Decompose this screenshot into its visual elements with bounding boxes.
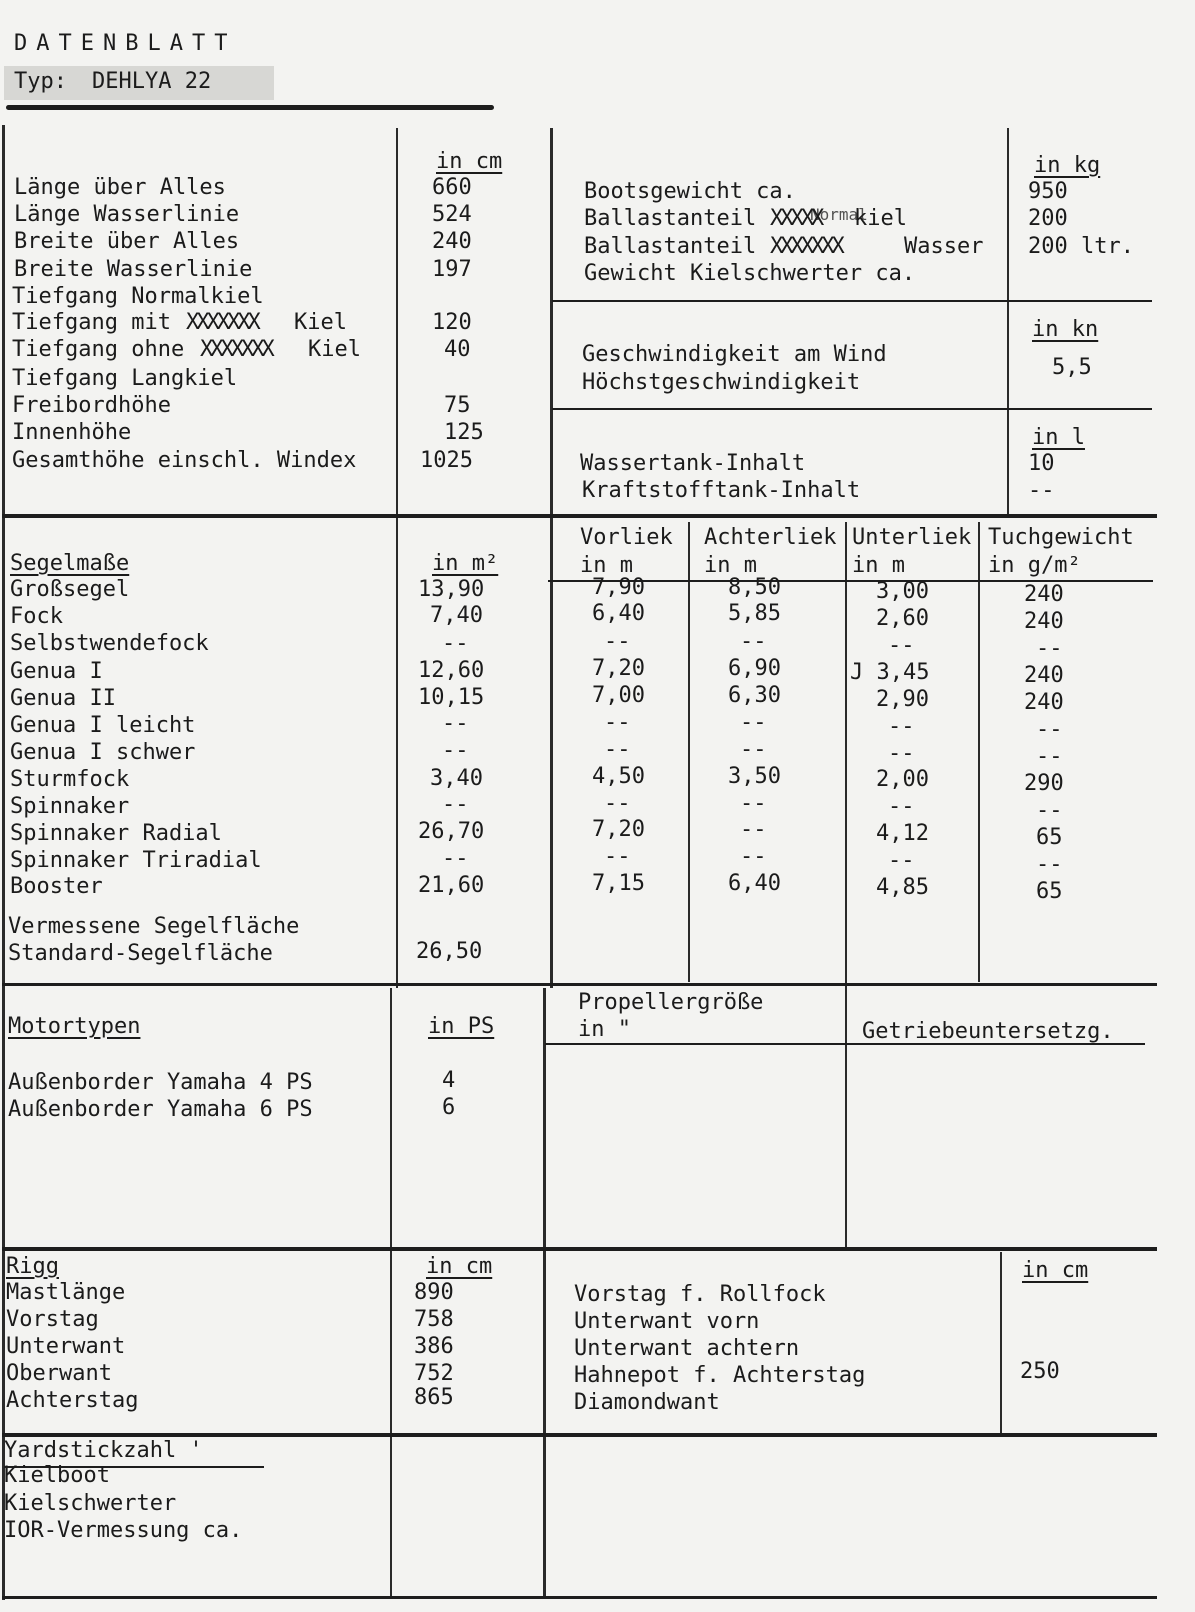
rigg-value: 865	[414, 1385, 454, 1410]
tank-label: Wassertank-Inhalt	[580, 451, 806, 476]
getriebe-heading: Getriebeuntersetzg.	[862, 1019, 1114, 1044]
sails-heading: Segelmaße	[10, 551, 130, 576]
dim-label-post: Kiel	[308, 337, 361, 362]
sail-label: Spinnaker	[10, 794, 130, 819]
sail-tuch: --	[1036, 717, 1063, 742]
dim-label: Breite Wasserlinie	[14, 257, 253, 282]
speed-value: 5,5	[1052, 355, 1092, 380]
unit-divider-rigg	[1000, 1252, 1002, 1437]
weight-label: Gewicht Kielschwerter ca.	[584, 261, 916, 286]
rigg-value: 752	[414, 1361, 454, 1386]
sail-tuch: 290	[1024, 771, 1064, 796]
mid-divider-b	[543, 988, 546, 1598]
rigg-value: 890	[414, 1280, 454, 1305]
unit-divider-top	[1007, 128, 1009, 518]
sail-tuch: --	[1036, 744, 1063, 769]
speed-label: Geschwindigkeit am Wind	[582, 342, 887, 367]
sail-achterliek: 8,50	[728, 575, 781, 600]
dim-label: Tiefgang Langkiel	[12, 366, 238, 391]
rigg-right-label: Diamondwant	[574, 1390, 720, 1415]
sail-tuch: --	[1036, 798, 1063, 823]
sail-area: 10,15	[418, 685, 485, 710]
sail-area: 7,40	[430, 603, 483, 628]
sail-col-unit: in m	[580, 553, 633, 578]
sail-achterliek: 5,85	[728, 601, 781, 626]
weight-value: 200	[1028, 206, 1068, 231]
rigg-label: Mastlänge	[6, 1280, 126, 1305]
sail-tuch: --	[1036, 852, 1063, 877]
sail-vorliek: 7,20	[592, 817, 645, 842]
dim-value: 1025	[420, 448, 473, 473]
tank-value: --	[1028, 478, 1055, 503]
sail-label: Booster	[10, 874, 103, 899]
dim-label: Breite über Alles	[14, 229, 240, 254]
dim-label: Innenhöhe	[12, 420, 132, 445]
weight-label-post: kiel	[854, 206, 907, 231]
sail-vorliek: 7,15	[592, 871, 645, 896]
section-divider-sails	[2, 514, 1157, 518]
sail-unterliek: --	[888, 714, 915, 739]
sail-vorliek: --	[604, 710, 631, 735]
rigg-label: Unterwant	[6, 1334, 126, 1359]
tanks-unit: in l	[1032, 425, 1085, 450]
sail-label: Genua I	[10, 659, 103, 684]
yardstick-heading: Yardstickzahl '	[4, 1438, 203, 1463]
rigg-label: Oberwant	[6, 1361, 112, 1386]
struck-text: XXXXX	[770, 206, 822, 231]
sail-label: Genua I leicht	[10, 713, 196, 738]
sail-area: --	[442, 631, 469, 656]
overlay-text: Normal	[810, 205, 868, 224]
sail-achterliek: 6,40	[728, 871, 781, 896]
sail-vorliek: --	[604, 791, 631, 816]
rigg-label: Achterstag	[6, 1388, 139, 1413]
yardstick-item: Kielschwerter	[4, 1491, 177, 1516]
propeller-heading: Propellergröße	[578, 990, 764, 1015]
sail-tuch: 65	[1036, 879, 1063, 904]
tank-value: 10	[1028, 451, 1055, 476]
sail-label: Selbstwendefock	[10, 631, 209, 656]
sail-tuch: 65	[1036, 825, 1063, 850]
motor-label: Außenborder Yamaha 4 PS	[8, 1070, 313, 1095]
motor-value: 4	[442, 1068, 456, 1093]
sail-area: --	[442, 738, 469, 763]
sail-label: Genua II	[10, 686, 116, 711]
sail-unterliek: --	[888, 794, 915, 819]
dim-label: Freibordhöhe	[12, 393, 171, 418]
left-border	[2, 125, 5, 1600]
sail-achterliek: --	[740, 737, 767, 762]
sail-area: --	[442, 846, 469, 871]
motor-value: 6	[442, 1095, 456, 1120]
rigg-unit: in cm	[426, 1254, 493, 1279]
weights-unit: in kg	[1034, 153, 1101, 178]
struck-text: XXXXXXX	[770, 234, 842, 259]
dim-value: 197	[432, 257, 472, 282]
sail-achterliek: --	[740, 710, 767, 735]
dim-label-post: Kiel	[294, 310, 347, 335]
document-title: DATENBLATT	[14, 31, 237, 56]
rigg-right-label: Hahnepot f. Achterstag	[574, 1363, 866, 1388]
section-divider-motor	[2, 983, 1157, 986]
sail-area: --	[442, 711, 469, 736]
sail-vorliek: 7,90	[592, 575, 645, 600]
sail-area: 21,60	[418, 873, 485, 898]
sail-vorliek: 4,50	[592, 764, 645, 789]
rigg-right-unit: in cm	[1022, 1258, 1089, 1283]
sail-tuch: --	[1036, 636, 1063, 661]
rigg-right-label: Vorstag f. Rollfock	[574, 1282, 826, 1307]
dim-value: 125	[444, 420, 484, 445]
sail-unterliek: 4,12	[876, 821, 929, 846]
sail-area: 3,40	[430, 766, 483, 791]
weight-value: 950	[1028, 179, 1068, 204]
motor-unit: in PS	[428, 1014, 495, 1039]
col-divider-1b	[390, 988, 392, 1598]
sail-unterliek: 2,60	[876, 606, 929, 631]
sail-area: 12,60	[418, 658, 485, 683]
sail-unterliek: --	[888, 633, 915, 658]
sail-unterliek: J 3,45	[850, 660, 930, 685]
dim-label-pre: Tiefgang ohne	[12, 337, 185, 362]
header-rule	[6, 105, 494, 110]
sail-label: Spinnaker Radial	[10, 821, 222, 846]
sails-area-unit: in m²	[432, 551, 499, 576]
mid-divider-a	[550, 128, 553, 988]
motor-label: Außenborder Yamaha 6 PS	[8, 1097, 313, 1122]
dim-value: 660	[432, 175, 472, 200]
sail-tuch: 240	[1024, 582, 1064, 607]
vermessene-segelflaeche: Vermessene Segelfläche	[8, 914, 300, 939]
motor-heading: Motortypen	[8, 1014, 141, 1039]
sail-vorliek: 7,20	[592, 656, 645, 681]
dim-value: 40	[444, 337, 471, 362]
sail-achterliek: --	[740, 791, 767, 816]
type-value: DEHLYA 22	[92, 69, 212, 94]
sail-unterliek: 2,90	[876, 687, 929, 712]
sail-label: Sturmfock	[10, 767, 130, 792]
sail-unterliek: 2,00	[876, 767, 929, 792]
sail-area: 26,70	[418, 819, 485, 844]
sail-unterliek: 3,00	[876, 579, 929, 604]
yardstick-item: IOR-Vermessung ca.	[4, 1518, 243, 1543]
sail-area: 13,90	[418, 577, 485, 602]
sail-tuch: 240	[1024, 663, 1064, 688]
dim-label: Tiefgang Normalkiel	[12, 284, 264, 309]
sail-vorliek: --	[604, 844, 631, 869]
speed-label: Höchstgeschwindigkeit	[582, 370, 861, 395]
rigg-right-label: Unterwant achtern	[574, 1336, 800, 1361]
sail-area: --	[442, 792, 469, 817]
sail-achterliek: 6,30	[728, 683, 781, 708]
sail-achterliek: --	[740, 817, 767, 842]
rigg-right-value: 250	[1020, 1359, 1060, 1384]
rigg-label: Vorstag	[6, 1307, 99, 1332]
bottom-border	[2, 1596, 1157, 1599]
rigg-heading: Rigg	[6, 1254, 59, 1279]
propeller-unit: in "	[578, 1017, 631, 1042]
sail-col-unit: in m	[852, 553, 905, 578]
rigg-value: 386	[414, 1334, 454, 1359]
weight-label-post: Wasser	[904, 234, 984, 259]
sail-vorliek: --	[604, 737, 631, 762]
sail-col-header: Vorliek	[580, 525, 673, 550]
sail-unterliek: --	[888, 741, 915, 766]
col-divider-1a	[396, 128, 398, 988]
dim-label: Länge Wasserlinie	[14, 202, 240, 227]
tank-label: Kraftstofftank-Inhalt	[582, 478, 861, 503]
sail-col-header: Tuchgewicht	[988, 525, 1134, 550]
sail-col-header: Achterliek	[704, 525, 837, 550]
standard-segelflaeche-value: 26,50	[416, 939, 483, 964]
struck-text: XXXXXXX	[186, 310, 258, 335]
sail-col-header: Unterliek	[852, 525, 972, 550]
sail-divider-1	[688, 522, 690, 982]
divider-tanks	[552, 408, 1152, 410]
sail-label: Genua I schwer	[10, 740, 196, 765]
type-label: Typ:	[14, 69, 67, 94]
dim-label: Gesamthöhe einschl. Windex	[12, 448, 357, 473]
dim-value: 240	[432, 229, 472, 254]
sail-unterliek: --	[888, 848, 915, 873]
standard-segelflaeche: Standard-Segelfläche	[8, 941, 273, 966]
sail-achterliek: 6,90	[728, 656, 781, 681]
sail-col-unit: in m	[704, 553, 757, 578]
speed-unit: in kn	[1032, 317, 1099, 342]
section-divider-rigg	[2, 1247, 1157, 1251]
sail-col-unit: in g/m²	[988, 553, 1081, 578]
sail-label: Großsegel	[10, 577, 130, 602]
struck-text: XXXXXXX	[200, 337, 272, 362]
sail-tuch: 240	[1024, 690, 1064, 715]
dim-value: 524	[432, 202, 472, 227]
sail-achterliek: --	[740, 629, 767, 654]
divider-speed	[552, 300, 1152, 302]
sail-vorliek: 6,40	[592, 601, 645, 626]
sail-divider-2	[845, 522, 847, 1247]
sail-tuch: 240	[1024, 609, 1064, 634]
dim-value: 75	[444, 393, 471, 418]
dim-value: 120	[432, 310, 472, 335]
sail-achterliek: 3,50	[728, 764, 781, 789]
sail-unterliek: 4,85	[876, 875, 929, 900]
dim-label: Länge über Alles	[14, 175, 226, 200]
weight-label: Bootsgewicht ca.	[584, 179, 796, 204]
sail-label: Spinnaker Triradial	[10, 848, 262, 873]
sail-label: Fock	[10, 604, 63, 629]
sail-vorliek: 7,00	[592, 683, 645, 708]
dimensions-unit: in cm	[436, 149, 503, 174]
dim-label-pre: Tiefgang mit	[12, 310, 171, 335]
yardstick-item: Kielboot	[4, 1463, 110, 1488]
rigg-value: 758	[414, 1307, 454, 1332]
rigg-right-label: Unterwant vorn	[574, 1309, 760, 1334]
sail-divider-3	[978, 522, 980, 982]
sail-vorliek: --	[604, 629, 631, 654]
weight-label-pre: Ballastanteil	[584, 234, 757, 259]
weight-label-pre: Ballastanteil	[584, 206, 757, 231]
weight-value: 200 ltr.	[1028, 234, 1134, 259]
sail-achterliek: --	[740, 844, 767, 869]
